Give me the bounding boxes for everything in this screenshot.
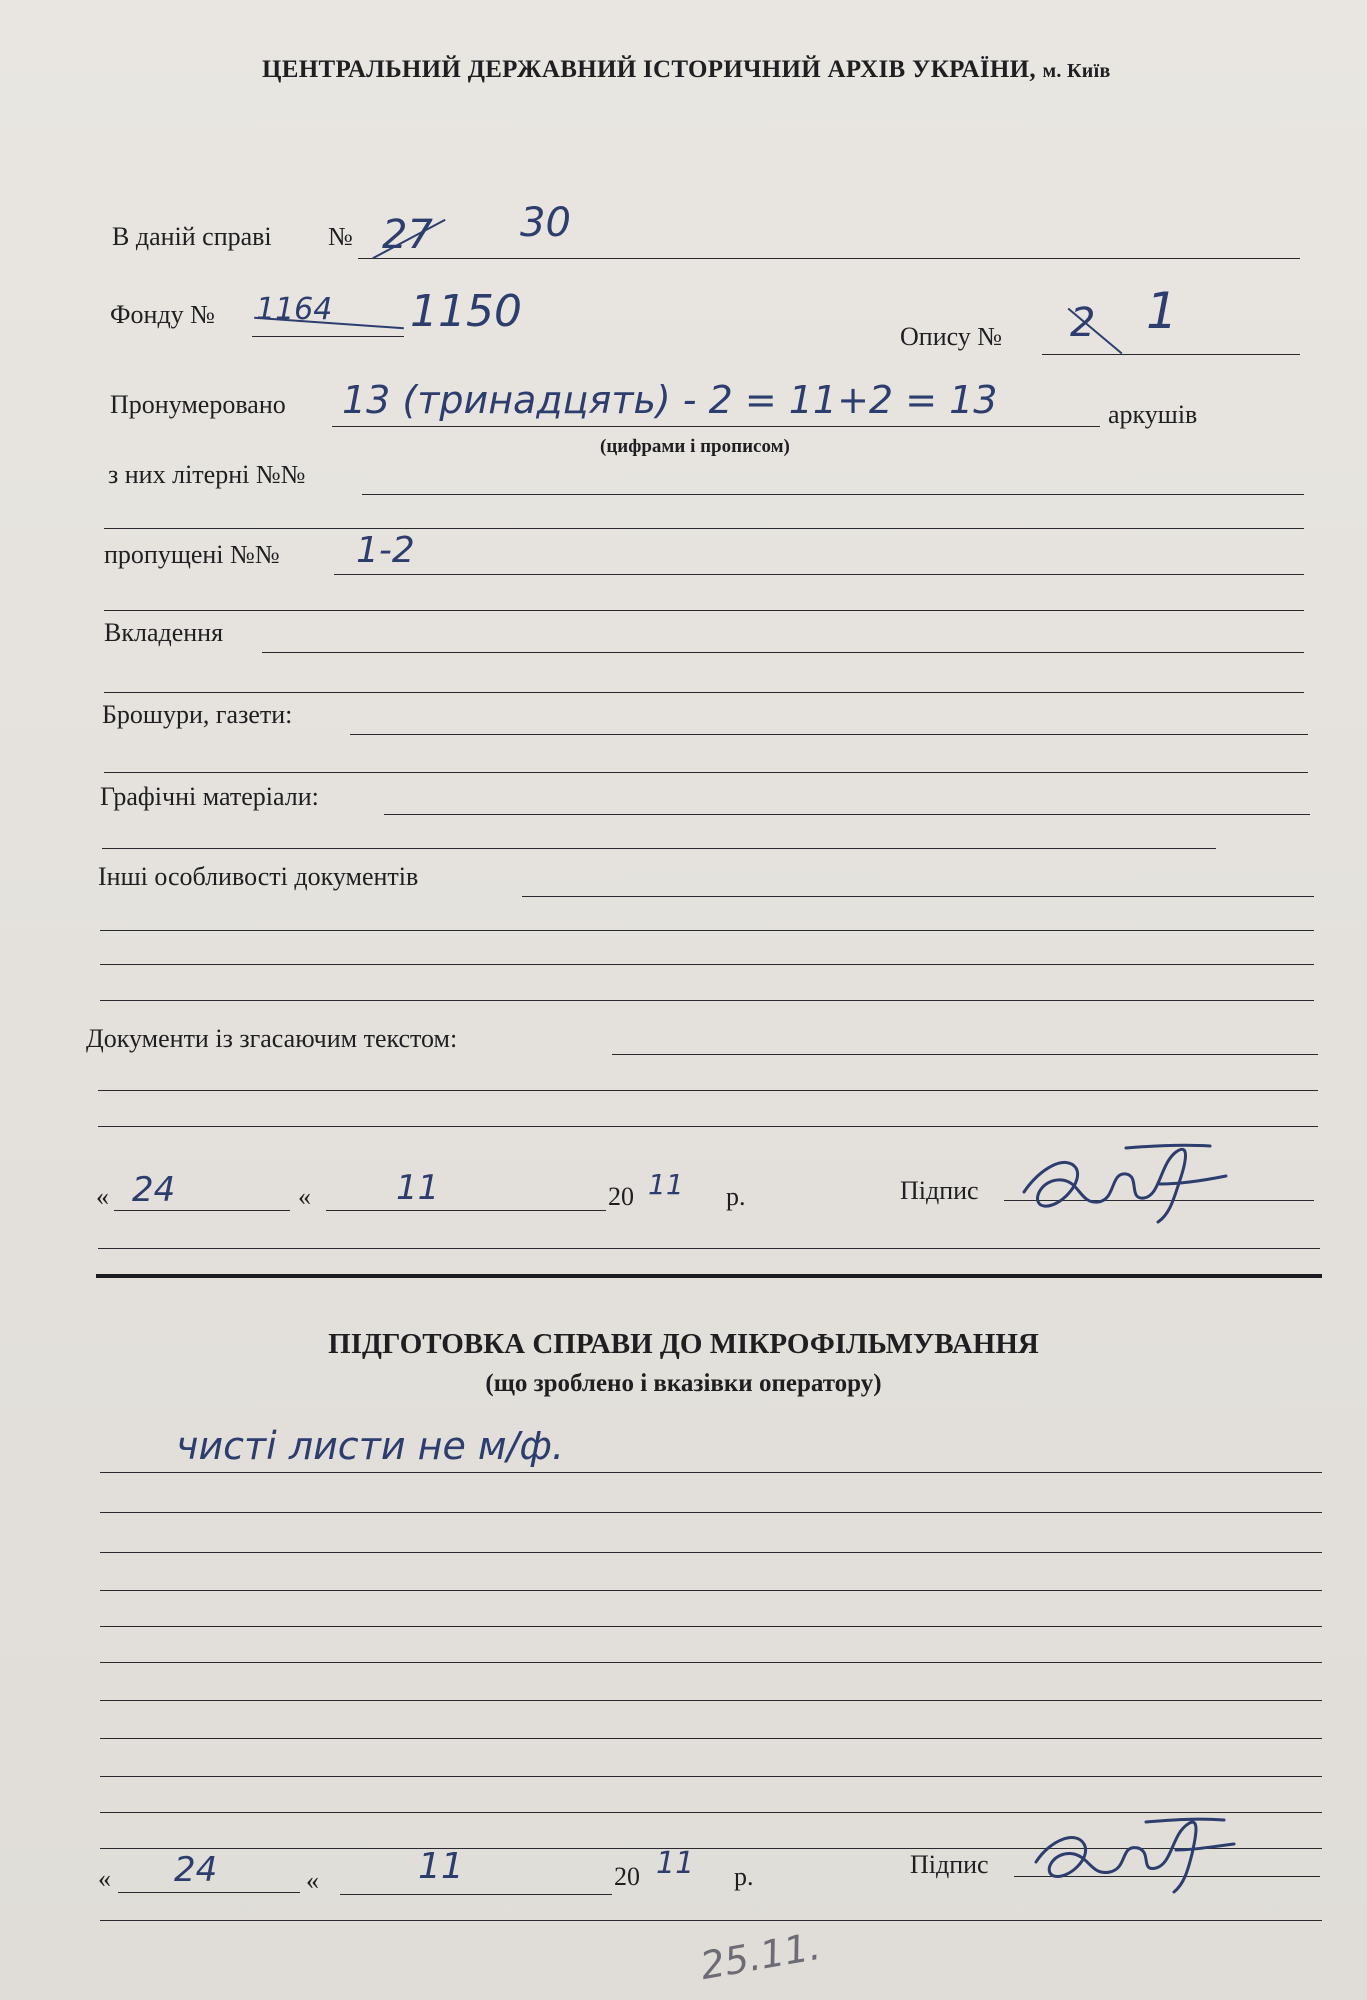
fond-label: Фонду № xyxy=(110,300,215,329)
date1-month-line xyxy=(326,1210,606,1211)
skipped-label: пропущені №№ xyxy=(104,540,280,569)
numbered-suffix: аркушів xyxy=(1108,400,1198,429)
opys-line xyxy=(1042,354,1300,355)
blank-line-6 xyxy=(100,930,1314,931)
date2-open-quote: « xyxy=(98,1864,111,1893)
opys-label: Опису № xyxy=(900,322,1003,351)
numbered-line xyxy=(332,426,1100,427)
date1-year-prefix: 20 xyxy=(608,1182,634,1211)
fond-value: 1150 xyxy=(410,286,522,337)
blank-line-2 xyxy=(104,610,1304,611)
blank-line-12 xyxy=(100,1512,1322,1513)
date1-day-line xyxy=(114,1210,290,1211)
blank-line-10 xyxy=(98,1126,1318,1127)
date2-year-mark: р. xyxy=(734,1862,754,1891)
blank-line-8 xyxy=(100,1000,1314,1001)
section-divider xyxy=(96,1274,1322,1278)
date2-sign-label: Підпис xyxy=(910,1850,989,1879)
archive-name: ЦЕНТРАЛЬНИЙ ДЕРЖАВНИЙ ІСТОРИЧНИЙ АРХІВ УКРАЇНИ, xyxy=(262,56,1036,83)
case-line xyxy=(358,258,1300,259)
skipped-value: 1-2 xyxy=(356,530,415,571)
date2-month-line xyxy=(340,1894,612,1895)
other-line xyxy=(522,896,1314,897)
blank-line-14 xyxy=(100,1590,1322,1591)
signature-2-icon xyxy=(1020,1800,1240,1900)
attachments-line xyxy=(262,652,1304,653)
date1-year-mark: р. xyxy=(726,1182,746,1211)
date2-day: 24 xyxy=(174,1850,218,1890)
brochures-line xyxy=(350,734,1308,735)
letter-line xyxy=(362,494,1304,495)
fading-line xyxy=(612,1054,1318,1055)
case-value: 30 xyxy=(520,200,571,246)
date2-month: 11 xyxy=(418,1846,464,1887)
date1-close-quote: « xyxy=(298,1182,311,1211)
blank-line-9 xyxy=(98,1090,1318,1091)
other-label: Інші особливості документів xyxy=(98,862,419,891)
case-label: В даній справі xyxy=(112,222,272,251)
case-old-value: 27 xyxy=(382,212,433,258)
microfilm-note: чисті листи не м/ф. xyxy=(176,1424,564,1468)
blank-line-19 xyxy=(100,1776,1322,1777)
attachments-label: Вкладення xyxy=(104,618,224,647)
date1-sign-label: Підпис xyxy=(900,1176,979,1205)
blank-line-5 xyxy=(102,848,1216,849)
bottom-note: 25.11. xyxy=(697,1923,824,1989)
date2-day-line xyxy=(118,1892,300,1893)
blank-line-1 xyxy=(104,528,1304,529)
microfilm-title: ПІДГОТОВКА СПРАВИ ДО МІКРОФІЛЬМУВАННЯ xyxy=(328,1328,1039,1360)
signature-1-icon xyxy=(1010,1128,1230,1228)
date2-year-suffix: 11 xyxy=(656,1846,695,1881)
archive-city: м. Київ xyxy=(1042,60,1111,82)
blank-line-16 xyxy=(100,1662,1322,1663)
date1-month: 11 xyxy=(396,1168,440,1208)
blank-line-18 xyxy=(100,1738,1322,1739)
opys-old-value: 2 xyxy=(1070,300,1096,346)
microfilm-subtitle: (що зроблено і вказівки оператору) xyxy=(485,1370,882,1397)
letter-label: з них літерні №№ xyxy=(108,460,306,489)
archive-header xyxy=(262,56,1111,84)
date2-year-prefix: 20 xyxy=(614,1862,640,1891)
blank-line-7 xyxy=(100,964,1314,965)
case-no-sign: № xyxy=(328,222,353,251)
numbered-value: 13 (тринадцять) - 2 = 11+2 = 13 xyxy=(342,378,998,422)
blank-line-22 xyxy=(100,1920,1322,1921)
blank-line-11 xyxy=(98,1248,1320,1249)
opys-value: 1 xyxy=(1146,282,1178,340)
fading-label: Документи із згасаючим текстом: xyxy=(86,1024,458,1053)
date1-year-suffix: 11 xyxy=(648,1168,684,1201)
numbered-label: Пронумеровано xyxy=(110,390,286,419)
blank-line-17 xyxy=(100,1700,1322,1701)
date2-close-quote: « xyxy=(306,1866,319,1895)
note-line xyxy=(100,1472,1322,1473)
date1-day: 24 xyxy=(132,1170,176,1210)
date1-open-quote: « xyxy=(96,1182,109,1211)
brochures-label: Брошури, газети: xyxy=(102,700,293,729)
graphics-label: Графічні матеріали: xyxy=(100,782,319,811)
blank-line-4 xyxy=(104,772,1308,773)
fond-line xyxy=(252,336,404,337)
blank-line-15 xyxy=(100,1626,1322,1627)
fond-old-value: 1164 xyxy=(256,292,333,327)
blank-line-3 xyxy=(104,692,1304,693)
blank-line-13 xyxy=(100,1552,1322,1553)
numbered-hint: (цифрами і прописом) xyxy=(600,436,790,457)
graphics-line xyxy=(384,814,1310,815)
skipped-line xyxy=(334,574,1304,575)
